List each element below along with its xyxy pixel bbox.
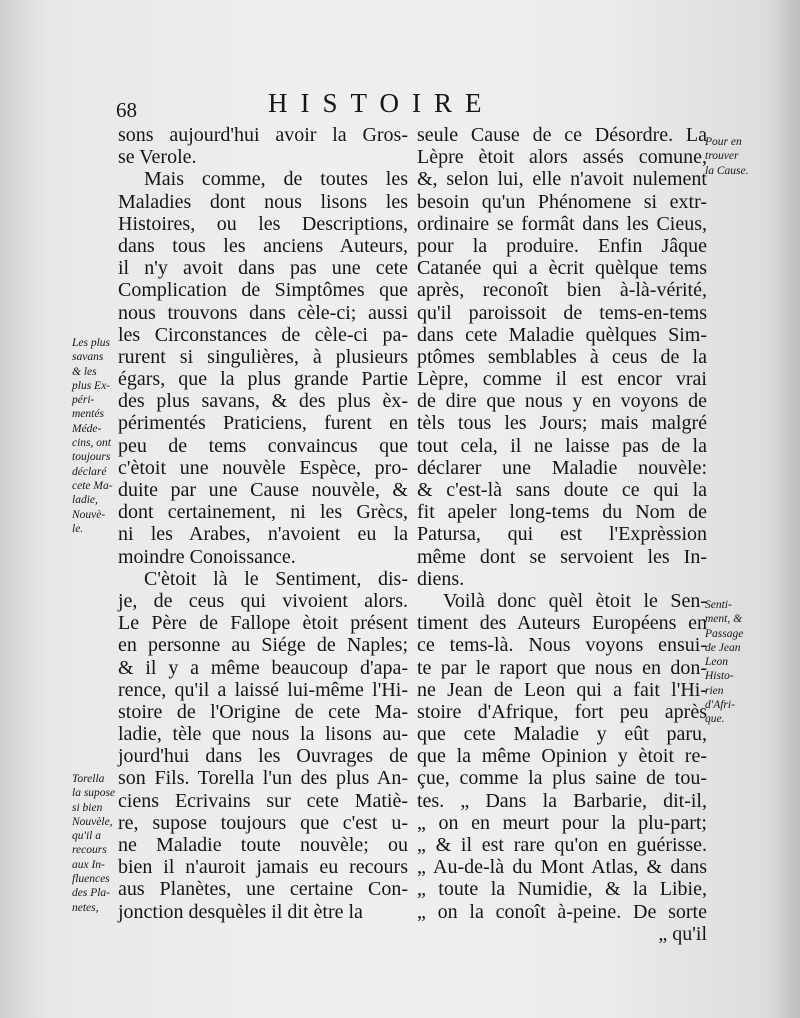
running-title: HISTOIRE (268, 88, 495, 118)
text-line: Le Père de Fallope ètoit présent (118, 612, 408, 635)
text-line: en personne au Siége de Naples; (118, 634, 408, 657)
text-line: ni les Arabes, n'avoient eu la (118, 523, 408, 546)
text-line: nous trouvons dans cèle-ci; aussi (118, 301, 408, 324)
margin-note-line: déclaré (72, 465, 107, 478)
margin-note-line: cete Ma- (72, 479, 113, 492)
text-line: & il y a même beaucoup d'apa- (118, 656, 408, 679)
text-line: ciens Ecrivains sur cete Matiè- (118, 789, 408, 812)
text-line: besoin qu'un Phénomene si extr- (417, 190, 707, 213)
text-line: ne Jean de Leon qui a fait l'Hi- (417, 678, 707, 701)
text-line: peu de tems convaincus que (118, 434, 408, 457)
text-line: Catanée qui a ècrit quèlque tems (417, 257, 707, 280)
text-line: fit apeler long-tems du Nom de (417, 501, 707, 524)
margin-note-line: Histo- (705, 670, 734, 683)
text-line: rurent si singulières, à plusieurs (118, 345, 408, 368)
margin-note-line: Les plus (72, 337, 111, 349)
text-line: stoire d'Afrique, fort peu après (417, 700, 707, 723)
text-line: seule Cause de ce Désordre. La (417, 124, 707, 146)
text-line: il n'y avoit dans pas une cete (118, 257, 408, 280)
text-line: sons aujourd'hui avoir la Gros- (118, 124, 408, 146)
text-line: çue, comme la plus saine de tou- (417, 767, 707, 790)
text-line: re, supose toujours que c'est u- (118, 811, 408, 834)
text-line: de dire que nous y en voyons de (417, 390, 707, 413)
text-line: je, de ceus qui vivoient alors. (118, 589, 408, 612)
right-text-column (417, 124, 707, 945)
text-line: déclarer une Maladie nouvèle: (417, 456, 707, 479)
text-line: les Circonstances de cèle-ci pa- (118, 323, 408, 346)
text-line: jonction desquèles il dit ètre la (118, 900, 363, 923)
text-line: ce tems-là. Nous voyons ensui- (417, 634, 707, 657)
text-line: timent des Auteurs Européens en (417, 612, 707, 635)
margin-note-line: péri- (72, 394, 95, 407)
text-line: diens. (417, 567, 465, 590)
margin-note-line: si bien (72, 801, 103, 814)
margin-note-line: Pour en (705, 136, 742, 148)
margin-note-line: plus Ex- (72, 379, 111, 392)
text-line: &, selon lui, elle n'avoit nulement (417, 168, 707, 191)
text-line: dans cete Maladie quèlques Sim- (417, 323, 707, 346)
margin-note-line: toujours (72, 451, 111, 464)
page-number: 68 (116, 98, 137, 122)
text-line: Patursa, qui est l'Exprèssion (417, 523, 707, 546)
margin-note-line: recours (72, 844, 107, 857)
margin-note-left-1 (72, 336, 120, 536)
text-line: duite par une Cause nouvèle, & (118, 479, 408, 501)
margin-note-line: netes, (72, 901, 99, 914)
text-line: „ qu'il (658, 922, 707, 945)
text-line: Mais comme, de toutes les (144, 168, 408, 191)
margin-note-line: des Pla- (72, 887, 111, 900)
margin-note-right-2 (705, 598, 765, 727)
text-line: tèls tous les Jours; mais malgré (417, 412, 707, 435)
text-line: stoire de l'Origine de cete Ma- (118, 700, 408, 723)
margin-note-line: Leon (705, 656, 728, 669)
margin-note-line: trouver (705, 150, 739, 163)
text-line: jourd'hui dans les Ouvrages de (118, 745, 408, 768)
margin-note-line: savans (72, 351, 104, 364)
text-line: „ on la conoît à-peine. De sorte (417, 900, 707, 923)
text-line: Complication de Simptômes que (118, 279, 408, 302)
margin-note-line: Nouvèle, (72, 815, 113, 828)
margin-note-line: mentés (72, 408, 104, 421)
text-line: & c'est-là sans doute ce qui la (417, 479, 707, 501)
text-line: „ Au-de-là du Mont Atlas, & dans (417, 856, 707, 879)
margin-note-line: rien (705, 684, 724, 697)
text-line: rence, qu'il a laissé lui-même l'Hi- (118, 678, 408, 701)
margin-note-line: Méde- (72, 422, 102, 435)
text-line: dont certainement, ni les Grècs, (118, 501, 408, 524)
margin-note-line: qu'il a (72, 830, 101, 843)
margin-note-line: & les (72, 365, 97, 378)
margin-note-left-2 (72, 772, 120, 915)
text-line: bien il n'auroit jamais eu recours (118, 856, 408, 879)
text-line: Maladies dont nous lisons les (118, 190, 408, 213)
margin-note-line: la Cause. (705, 164, 749, 177)
margin-note-line: de Jean (705, 641, 741, 654)
margin-note-line: que. (705, 713, 725, 726)
margin-note-line: Senti- (705, 599, 732, 611)
left-text-column (118, 124, 408, 923)
text-line: Voilà donc quèl ètoit le Sen- (443, 589, 707, 612)
text-line: dans tous les anciens Auteurs, (118, 234, 408, 257)
text-line: ordinaire se formât dans les Cieus, (417, 212, 707, 235)
text-line: Lèpre ètoit alors assés comune, (417, 146, 707, 169)
text-line: se Verole. (118, 146, 197, 169)
margin-note-line: d'Afri- (705, 699, 735, 712)
text-line: périmentés Praticiens, furent en (118, 412, 408, 435)
text-line: „ & il est rare qu'on en guérisse. (417, 834, 707, 856)
text-line: égars, que la plus grande Partie (118, 368, 408, 391)
text-line: moindre Conoissance. (118, 545, 296, 568)
text-line: tes. „ Dans la Barbarie, dit-il, (417, 789, 707, 812)
text-line: ladie, tèle que nous la lisons au- (118, 723, 408, 746)
margin-note-line: Nouvè- (72, 508, 106, 521)
text-line: c'ètoit une nouvèle Espèce, pro- (118, 456, 408, 479)
text-line: même dont se servoient les In- (417, 545, 707, 568)
text-line: C'ètoit là le Sentiment, dis- (144, 567, 408, 590)
text-line: Lèpre, comme il est encor vrai (417, 368, 707, 391)
text-line: pour la produire. Enfin Jâque (417, 234, 707, 257)
text-line: après, reconoît bien à-là-vérité, (417, 279, 707, 302)
text-line: que la même Opinion y ètoit re- (417, 745, 707, 768)
text-line: ptômes semblables à ceus de la (417, 345, 707, 368)
text-line: son Fils. Torella l'un des plus An- (118, 767, 408, 790)
margin-note-line: cins, ont (72, 437, 111, 450)
margin-note-line: fluences (72, 873, 110, 886)
margin-note-line: ladie, (72, 494, 98, 507)
text-line: „ toute la Numidie, & la Libie, (417, 878, 707, 901)
text-line: aus Planètes, une certaine Con- (118, 878, 408, 901)
margin-note-line: aux In- (72, 858, 105, 871)
text-line: te par le raport que nous en don- (417, 656, 707, 679)
margin-note-line: ment, & (705, 613, 743, 626)
text-line: des plus savans, & des plus èx- (118, 390, 408, 413)
margin-note-right-1 (705, 135, 765, 178)
text-line: tout cela, il ne laisse pas de la (417, 434, 707, 457)
text-line: qu'il paroissoit de tems-en-tems (417, 301, 707, 324)
margin-note-line: la supose (72, 787, 116, 800)
margin-note-line: Passage (705, 627, 744, 640)
text-line: Histoires, ou les Descriptions, (118, 212, 408, 235)
margin-note-line: Torella (72, 773, 105, 785)
text-line: „ on en meurt pour la plu-part; (417, 811, 707, 834)
text-line: que cete Maladie y eût paru, (417, 723, 707, 746)
text-line: ne Maladie toute nouvèle; ou (118, 834, 408, 856)
margin-note-line: le. (72, 522, 84, 535)
